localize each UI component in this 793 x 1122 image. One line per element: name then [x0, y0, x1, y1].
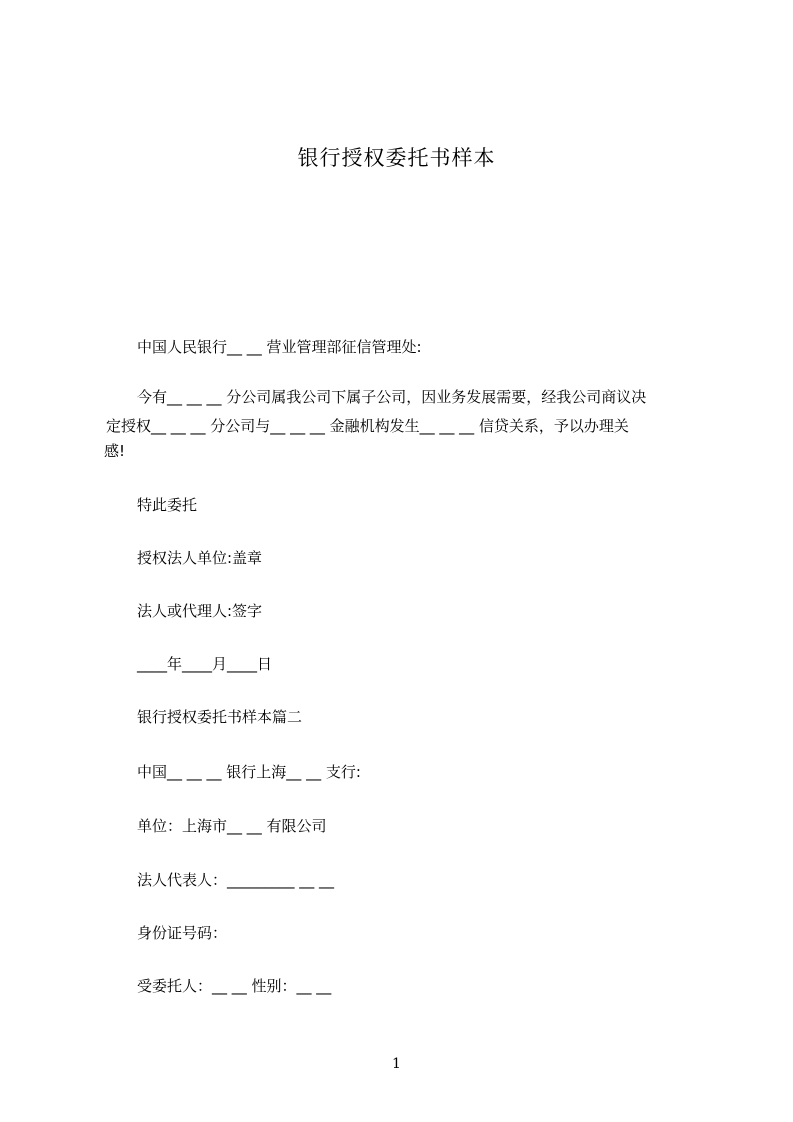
body-paragraph-line-3: 感! — [104, 442, 126, 460]
authorizing-unit-line: 授权法人单位:盖章 — [137, 549, 263, 567]
legal-representative-line: 法人代表人：_________ __ __ — [137, 871, 335, 889]
addressee-line: 中国人民银行__ __ 营业管理部征信管理处: — [137, 338, 422, 356]
body-paragraph-line-1: 今有__ __ __ 分公司属我公司下属子公司，因业务发展需要，经我公司商议决 — [137, 388, 647, 406]
document-title: 银行授权委托书样本 — [297, 146, 496, 170]
trustee-line: 受委托人：__ __ 性别：__ __ — [137, 977, 332, 995]
page-number: 1 — [392, 1056, 401, 1072]
bank-branch-line: 中国__ __ __ 银行上海__ __ 支行: — [137, 763, 361, 781]
body-paragraph-line-2: 定授权__ __ __ 分公司与__ __ __ 金融机构发生__ __ __ 信贷关系，予以办理关 — [106, 417, 629, 435]
company-line: 单位：上海市__ __ 有限公司 — [137, 817, 327, 835]
date-line: ____年____月____日 — [137, 655, 273, 673]
id-number-line: 身份证号码： — [137, 924, 228, 942]
closing-line: 特此委托 — [137, 496, 198, 514]
signature-line: 法人或代理人:签字 — [137, 602, 263, 620]
section-heading: 银行授权委托书样本篇二 — [137, 708, 303, 726]
